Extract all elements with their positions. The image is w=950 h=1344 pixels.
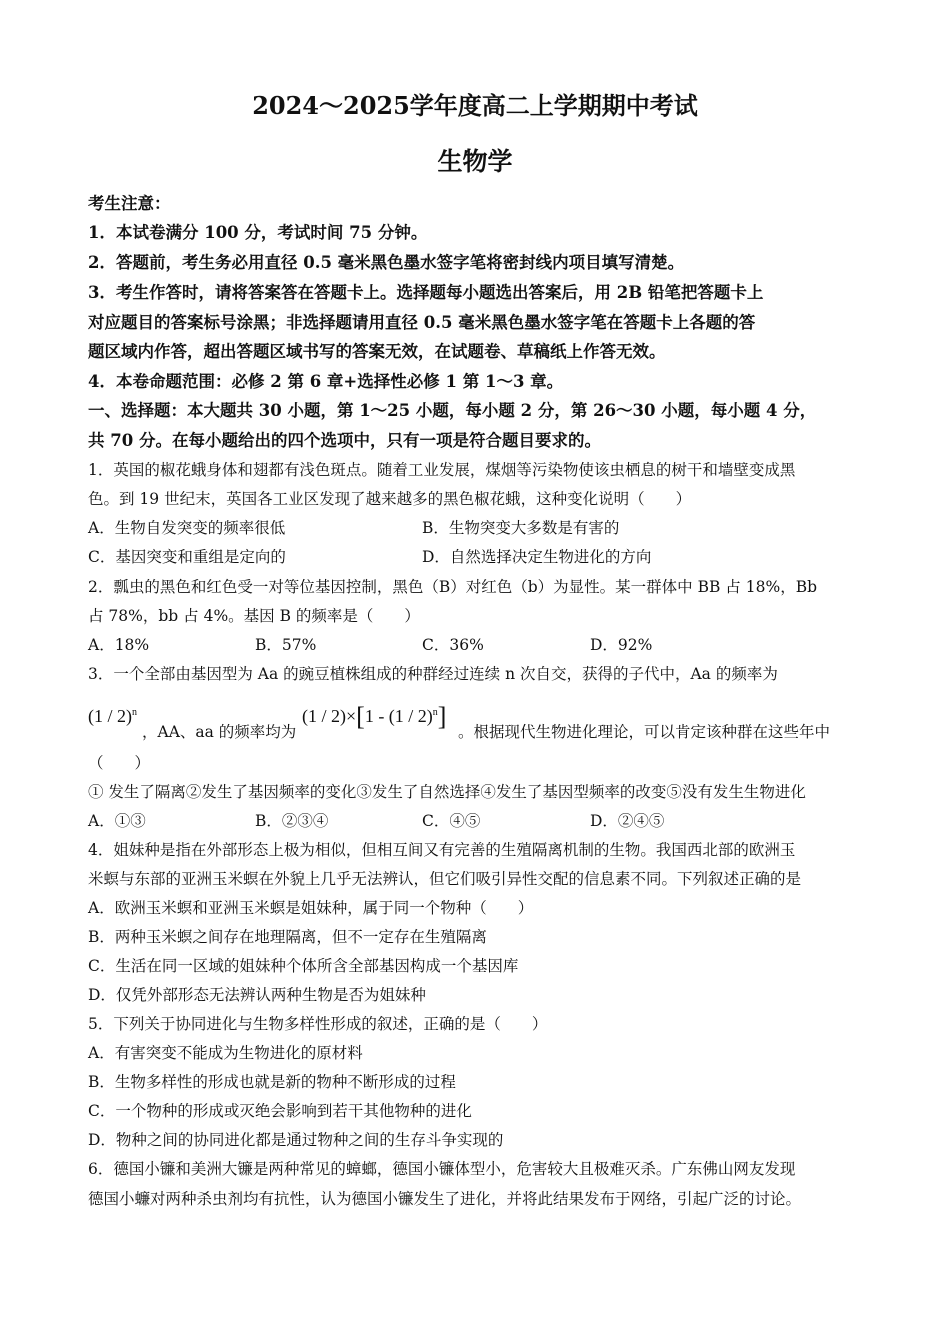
- question-4-stem-cont: 米螟与东部的亚洲玉米螟在外貌上几乎无法辨认，但它们吸引异性交配的信息素不同。下列叙述正确的是: [88, 870, 802, 888]
- q5-option-b: B．生物多样性的形成也就是新的物种不断形成的过程: [88, 1073, 456, 1091]
- q1-option-d: D．自然选择决定生物进化的方向: [422, 548, 652, 566]
- q3-answer-paren: （ ）: [88, 754, 151, 772]
- q3-option-b: B．②③④: [255, 812, 329, 830]
- section-heading: 一、选择题：本大题共 30 小题，第 1～25 小题，每小题 2 分，第 26～30 小题，每小题 4 分，: [88, 401, 817, 420]
- q4-option-b: B．两种玉米螟之间存在地理隔离，但不一定存在生殖隔离: [88, 928, 487, 946]
- q1-option-b: B．生物突变大多数是有害的: [422, 519, 620, 537]
- q4-option-d: D．仅凭外部形态无法辨认两种生物是否为姐妹种: [88, 986, 426, 1004]
- question-4-stem: 4．姐妹种是指在外部形态上极为相似，但相互间又有完善的生殖隔离机制的生物。我国西北部的欧洲玉: [88, 841, 796, 859]
- question-5-stem: 5．下列关于协同进化与生物多样性形成的叙述，正确的是（ ）: [88, 1015, 548, 1033]
- q3-formula-aa: (1 / 2)$^n$: [88, 706, 137, 726]
- question-1-stem: 1．英国的椒花蛾身体和翅都有浅色斑点。随着工业发展，煤烟等污染物使该虫栖息的树干和墙壁变成黑: [88, 461, 796, 479]
- q3-option-a: A．①③: [88, 812, 146, 830]
- notice-heading: 考生注意：: [88, 194, 171, 213]
- question-2-stem: 2．瓢虫的黑色和红色受一对等位基因控制，黑色（B）对红色（b）为显性。某一群体中 BB 占 18%，Bb: [88, 578, 818, 596]
- q2-option-d: D．92%: [590, 636, 653, 654]
- q2-option-b: B．57%: [255, 636, 317, 654]
- q3-statements: ① 发生了隔离②发生了基因频率的变化③发生了自然选择④发生了基因型频率的改变⑤没有发生生物进化: [88, 783, 806, 801]
- q3-formula-homozygous: (1 / 2)×[1 - (1 / 2)$^n$]: [302, 702, 447, 731]
- q3-text-tail: 。根据现代生物进化理论，可以肯定该种群在这些年中: [458, 723, 831, 741]
- q4-option-c: C．生活在同一区域的姐妹种个体所含全部基因构成一个基因库: [88, 957, 519, 975]
- q5-option-a: A．有害突变不能成为生物进化的原材料: [88, 1044, 363, 1062]
- q3-text-mid: ，AA、aa 的频率均为: [142, 723, 297, 741]
- notice-item-4: 4．本卷命题范围：必修 2 第 6 章+选择性必修 1 第 1～3 章。: [88, 372, 564, 391]
- q5-option-c: C．一个物种的形成或灭绝会影响到若干其他物种的进化: [88, 1102, 472, 1120]
- q2-option-c: C．36%: [422, 636, 484, 654]
- notice-item-1: 1．本试卷满分 100 分，考试时间 75 分钟。: [88, 223, 428, 242]
- q5-option-d: D．物种之间的协同进化都是通过物种之间的生存斗争实现的: [88, 1131, 504, 1149]
- q2-option-a: A．18%: [88, 636, 150, 654]
- subject-title: 生物学: [437, 147, 513, 176]
- q1-option-c: C．基因突变和重组是定向的: [88, 548, 286, 566]
- q3-option-d: D．②④⑤: [590, 812, 665, 830]
- notice-item-3: 3．考生作答时，请将答案答在答题卡上。选择题每小题选出答案后，用 2B 铅笔把答题卡上: [88, 283, 764, 302]
- question-6-stem-cont: 德国小蠊对两种杀虫剂均有抗性，认为德国小镰发生了进化，并将此结果发布于网络，引起广泛的讨论。: [88, 1190, 802, 1208]
- question-3-stem: 3．一个全部由基因型为 Aa 的豌豆植株组成的种群经过连续 n 次自交，获得的子代中，Aa 的频率为: [88, 665, 778, 683]
- notice-item-2: 2．答题前，考生务必用直径 0.5 毫米黑色墨水签字笔将密封线内项目填写清楚。: [88, 253, 685, 272]
- question-6-stem: 6．德国小镰和美洲大镰是两种常见的蟑螂，德国小镰体型小，危害较大且极难灭杀。广东佛山网友发现: [88, 1160, 796, 1178]
- notice-item-3-cont2: 题区域内作答，超出答题区域书写的答案无效，在试题卷、草稿纸上作答无效。: [88, 342, 666, 361]
- question-1-stem-cont: 色。到 19 世纪末，英国各工业区发现了越来越多的黑色椒花蛾，这种变化说明（ ）: [88, 490, 692, 508]
- question-2-stem-cont: 占 78%，bb 占 4%。基因 B 的频率是（ ）: [88, 607, 420, 625]
- section-heading-cont: 共 70 分。在每小题给出的四个选项中，只有一项是符合题目要求的。: [88, 431, 601, 450]
- q4-option-a: A．欧洲玉米螟和亚洲玉米螟是姐妹种，属于同一个物种（ ）: [88, 899, 534, 917]
- q1-option-a: A．生物自发突变的频率很低: [88, 519, 286, 537]
- exam-title: 2024～2025学年度高二上学期期中考试: [252, 91, 698, 120]
- notice-item-3-cont: 对应题目的答案标号涂黑；非选择题请用直径 0.5 毫米黑色墨水签字笔在答题卡上各题的答: [88, 313, 756, 332]
- q3-option-c: C．④⑤: [422, 812, 481, 830]
